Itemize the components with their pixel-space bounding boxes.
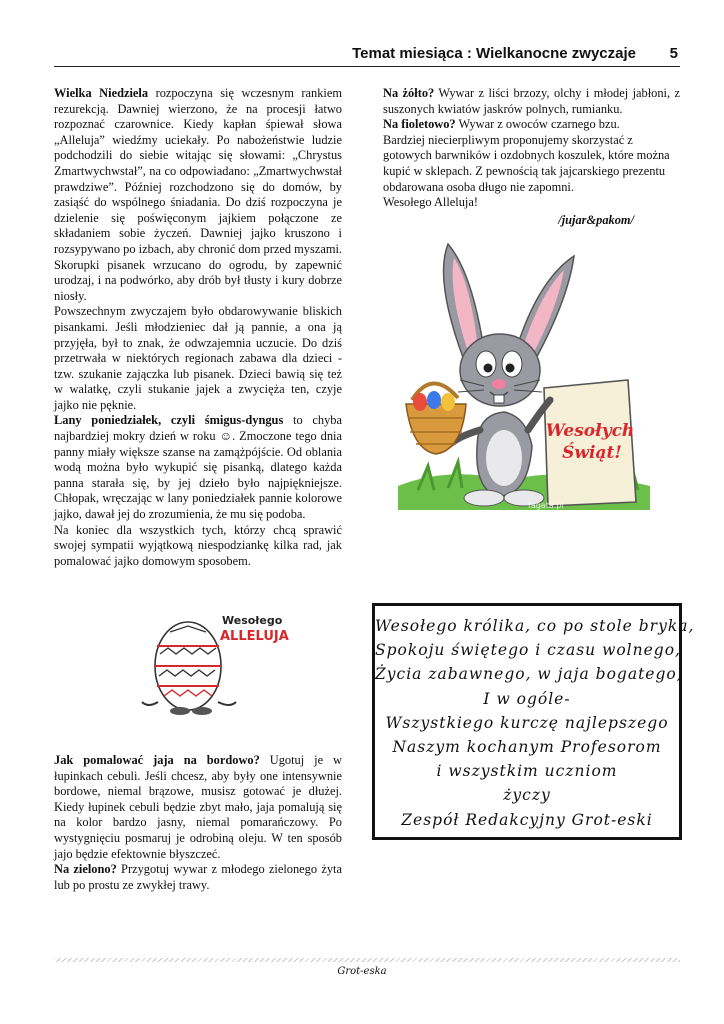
paragraph-rady: Na koniec dla wszystkich tych, którzy chcą sprawić swojej sympatii wyjątkową niespodziankę kilka rad, jak pomalować jajko domowym sposobem.	[54, 522, 342, 568]
wishes-box	[372, 603, 695, 840]
left-column-bottom	[54, 753, 342, 893]
bold-lead: Jak pomalować jaja na bordowo?	[54, 753, 260, 767]
poem-line: Naszym kochanym Profesorom	[392, 738, 662, 757]
bunny-sign-line1: Wesołych	[545, 421, 635, 441]
paragraph-wielka-niedziela	[54, 86, 342, 304]
paragraph-barwniki: Bardziej niecierpliwym proponujemy skorzystać z gotowych barwników i ozdobnych koszulek, które można kupić w sklepach. Z pewnością tak jajcarskiego prezentu obdarowana osoba długo nie zapomni.	[383, 132, 670, 194]
bold-lead: Na fioletowo?	[383, 117, 456, 132]
poem-line: Zespół Redakcyjny Grot-eski	[401, 810, 653, 829]
paragraph-text: to chyba najbardziej mokry dzień w roku ☺. Zmoczone tego dnia panny miały większe szanse na zamążpójście. Od oblania wodą można było wykupić się pisanką, dlatego każda panna starała się, by jej dzieło było najpiękniejsze. Chłopak, wręczając w lany poniedziałek pannie kolorowe jajko, dawał jej do zrozumienia, że mu się podoba.	[54, 413, 342, 522]
egg-caption-2: ALLELUJA	[220, 629, 289, 644]
poem-line: I w ogóle-	[483, 689, 571, 708]
paragraph-text: Ugotuj je w łupinkach cebuli. Jeśli chcesz, aby były one intensywnie bordowe, niemal brązowe, musisz gotować je dłużej. Kiedy łupinek cebuli będzie zbyt mało, jaja pomalują się na kolor bardzo jasny, niemal pomarańczowy. Po wystygnięciu posmaruj je odrobiną oleju. W ten sposób jajo będzie efektownie błyszczeć.	[54, 753, 342, 861]
paragraph-bordowo	[54, 753, 342, 862]
paragraph-text: Przygotuj wywar z młodego zielonego żyta lub po prostu ze zwykłej trawy.	[54, 862, 342, 892]
paragraph-wesolego: Wesołego Alleluja!	[383, 195, 479, 210]
paragraph-text: rozpoczyna się wczesnym rankiem rezurekcją. Dawniej wierzono, że na procesji łatwo rozpoznać czarownice. Kiedy kapłan śpiewał słowa „Alleluja” wiedźmy uciekały. Po nabożeństwie ludzie podchodzili do siebie witając się słowami: „Chrystus Zmartwychwstał”, na co odpowiadano: „Zmartwychwstał prawdziwe”. Później rozchodzono się do domów, by zasiąść do wspólnego śniadania. Do dziś rozpoczyna je dzielenie się poświęconym jajkiem połączone ze składaniem sobie życzeń. Dawniej jajko kruszono i rozsypywano po izbach, aby chronić dom przed myszami. Skorupki pisanek wrzucano do ogrodu, by zapewnić urodzaj, i na podwórko, aby drób był tłusty i kury dobrze niosły.	[54, 86, 342, 303]
bunny-watermark: fagata.pl	[528, 501, 564, 510]
author-signature: /jujar&pakom/	[558, 212, 634, 227]
easter-egg-image	[140, 604, 290, 722]
poem-line: Wszystkiego kurczę najlepszego	[385, 713, 669, 732]
footer-title: Grot-eska	[337, 966, 387, 977]
bunny-sign-line2: Świąt!	[562, 443, 622, 463]
easter-bunny-image	[388, 240, 656, 522]
footer-divider	[54, 958, 680, 962]
paragraph-smigus-dyngus	[54, 413, 342, 522]
page-header	[54, 42, 680, 67]
paragraph-fioletowo	[383, 117, 680, 133]
paragraph-text: Wywar z liści brzozy, olchy i młodej jabłoni, z suszonych kwiatów jaskrów polnych, rumianku.	[383, 86, 680, 116]
bold-lead: Na zielono?	[54, 862, 117, 877]
paragraph-text: Wywar z owoców czarnego bzu.	[455, 117, 620, 132]
paragraph-zolto	[383, 86, 680, 117]
paragraph-zielono	[54, 862, 342, 893]
poem-line: życzy	[503, 786, 551, 805]
poem-line: Życia zabawnego, w jaja bogatego,	[375, 665, 683, 684]
page-number: 5	[669, 45, 678, 62]
poem-line: Spokoju świętego i czasu wolnego,	[375, 641, 681, 660]
poem-line: Wesołego królika, co po stole bryka,	[375, 617, 695, 635]
poem-line: i wszystkim uczniom	[436, 762, 618, 781]
bold-lead: Wielka Niedziela	[54, 86, 149, 100]
bold-lead: Na żółto?	[383, 86, 435, 100]
paragraph-pisanki: Powszechnym zwyczajem było obdarowywanie bliskich pisankami. Jeśli młodzieniec dał ją pannie, a ona ją przyjęła, był to znak, że odwzajemnia uczucie. Do dziś przetrwała w niektórych regionach zabawa dla dzieci - tzw. szukanie zajączka lub pisanek. Dzieci bawią się też w walatkę, czyli stukanie jajek a zwycięża ten, czyje jajko nie pęknie.	[54, 304, 342, 412]
egg-caption-1: Wesołego	[222, 614, 283, 627]
header-title: Temat miesiąca : Wielkanocne zwyczaje	[352, 45, 636, 62]
bold-lead: Lany poniedziałek, czyli śmigus-dyngus	[54, 413, 284, 428]
left-column	[54, 86, 342, 569]
right-column	[383, 86, 680, 228]
